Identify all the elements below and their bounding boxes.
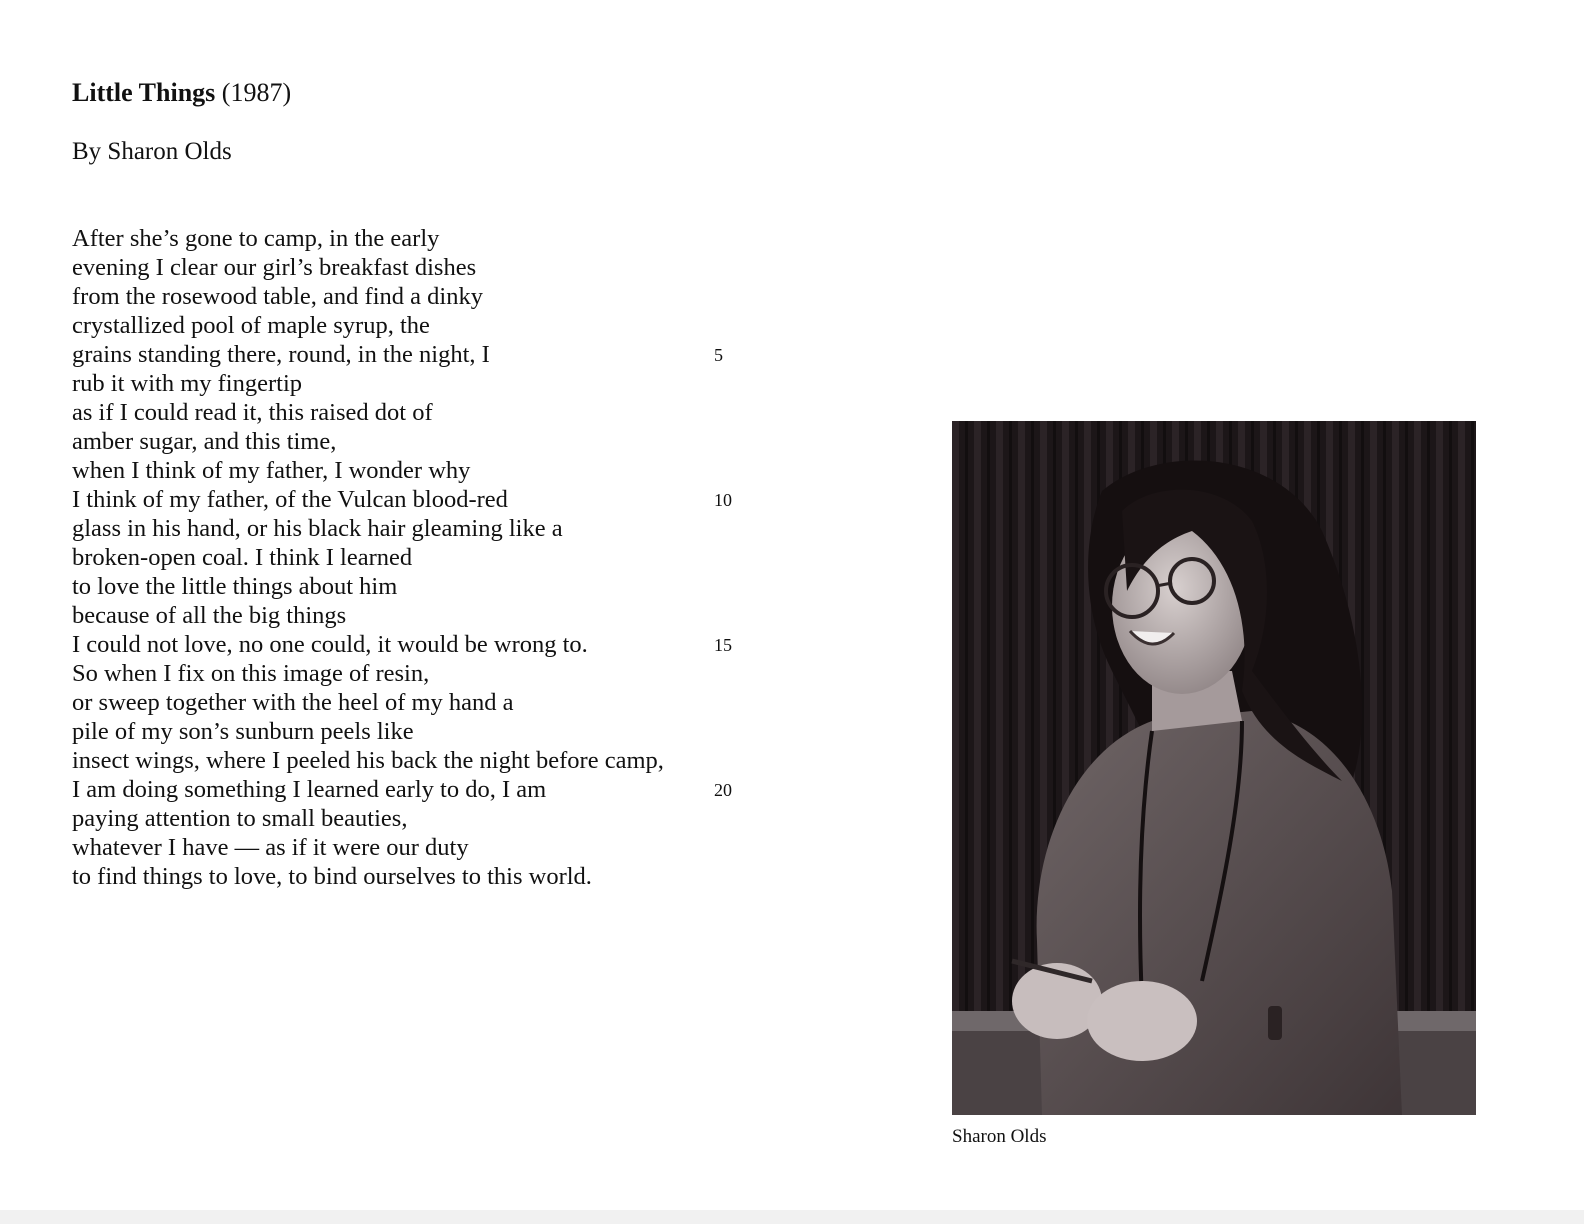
poem-line: [72, 340, 752, 369]
poem-line-text: paying attention to small beauties,: [72, 805, 408, 832]
poem-line: [72, 224, 752, 253]
poem-line-text: insect wings, where I peeled his back the night before camp,: [72, 747, 664, 774]
poem-line-text: pile of my son’s sunburn peels like: [72, 718, 414, 745]
page-bottom-border: [0, 1210, 1584, 1224]
poem-line: [72, 253, 752, 282]
poem-line-text: glass in his hand, or his black hair gleaming like a: [72, 515, 563, 542]
poem-line-text: rub it with my fingertip: [72, 370, 302, 397]
poem-line: [72, 369, 752, 398]
line-number: 20: [714, 780, 732, 800]
poem-line: [72, 427, 752, 456]
poem-body: [72, 224, 752, 891]
poem-line-text: crystallized pool of maple syrup, the: [72, 312, 430, 339]
poem-line: [72, 659, 752, 688]
line-number: 15: [714, 635, 732, 655]
poem-line: [72, 311, 752, 340]
poem-line: [72, 398, 752, 427]
poem-line-text: to find things to love, to bind ourselves to this world.: [72, 863, 592, 890]
poem-byline: By Sharon Olds: [72, 138, 232, 165]
poem-line: [72, 543, 752, 572]
poem-line: [72, 485, 752, 514]
poem-line: [72, 282, 752, 311]
poem-title-text: Little Things: [72, 78, 216, 107]
poem-line-text: evening I clear our girl’s breakfast dishes: [72, 254, 477, 281]
poem-line: [72, 514, 752, 543]
poem-line: [72, 688, 752, 717]
poem-line-text: broken-open coal. I think I learned: [72, 544, 413, 571]
poem-line: [72, 456, 752, 485]
poem-line-text: grains standing there, round, in the night, I: [72, 341, 490, 368]
poem-line: [72, 717, 752, 746]
poem-line: [72, 833, 752, 862]
poem-line-text: as if I could read it, this raised dot of: [72, 399, 433, 426]
author-photo: [952, 421, 1476, 1115]
poem-line-text: or sweep together with the heel of my hand a: [72, 689, 514, 716]
poem-line-text: I could not love, no one could, it would be wrong to.: [72, 631, 588, 658]
poem-line-text: whatever I have — as if it were our duty: [72, 834, 469, 861]
poem-year: (1987): [221, 78, 292, 107]
poem-line-text: to love the little things about him: [72, 573, 398, 600]
photo-caption: Sharon Olds: [952, 1126, 1047, 1147]
poem-line-text: I am doing something I learned early to do, I am: [72, 776, 547, 803]
line-number: 10: [714, 490, 732, 510]
poem-line-text: I think of my father, of the Vulcan blood-red: [72, 486, 508, 513]
poem-line: [72, 601, 752, 630]
poem-line: [72, 804, 752, 833]
poem-line-text: After she’s gone to camp, in the early: [72, 225, 440, 252]
poem-line: [72, 775, 752, 804]
poem-line-text: when I think of my father, I wonder why: [72, 457, 471, 484]
poem-line: [72, 630, 752, 659]
poem-line-text: from the rosewood table, and find a dinky: [72, 283, 483, 310]
poem-line: [72, 746, 752, 775]
poem-line-text: amber sugar, and this time,: [72, 428, 337, 455]
poem-title: [72, 76, 291, 110]
line-number: 5: [714, 345, 723, 365]
poem-line: [72, 862, 752, 891]
poem-line-text: So when I fix on this image of resin,: [72, 660, 430, 687]
poem-line-text: because of all the big things: [72, 602, 347, 629]
poem-line: [72, 572, 752, 601]
